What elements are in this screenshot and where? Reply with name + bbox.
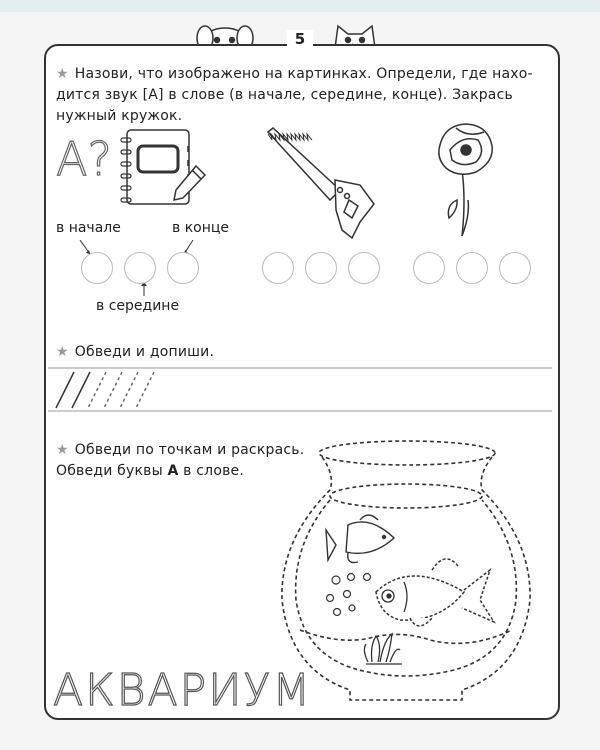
label-end: в конце: [172, 220, 230, 236]
tracing-word[interactable]: АКВАРИУМ: [53, 665, 313, 716]
label-middle: в середине: [96, 298, 180, 314]
task-1-line-3: нужный кружок.: [56, 108, 183, 124]
label-start: в начале: [56, 220, 121, 236]
task-3-line-1: Обведи по точкам и раскрась.: [74, 442, 305, 458]
star-icon: ★: [56, 344, 69, 360]
star-icon: ★: [56, 66, 69, 82]
task-1-line-1: Назови, что изображено на картинках. Определи, где нахо-: [74, 66, 533, 82]
task-3-letter: А: [167, 463, 179, 479]
task-3-line-2-prefix: Обведи буквы: [56, 463, 168, 479]
task-2-text: Обведи и допиши.: [74, 344, 215, 360]
page-number: 5: [0, 30, 600, 48]
big-letter-hint: А?: [56, 132, 112, 186]
task-3-line-2-suffix: в слове.: [178, 463, 245, 479]
task-1-line-2: дится звук [А] в слове (в начале, середине, конце). Закрась: [56, 87, 513, 103]
star-icon: ★: [56, 442, 69, 458]
